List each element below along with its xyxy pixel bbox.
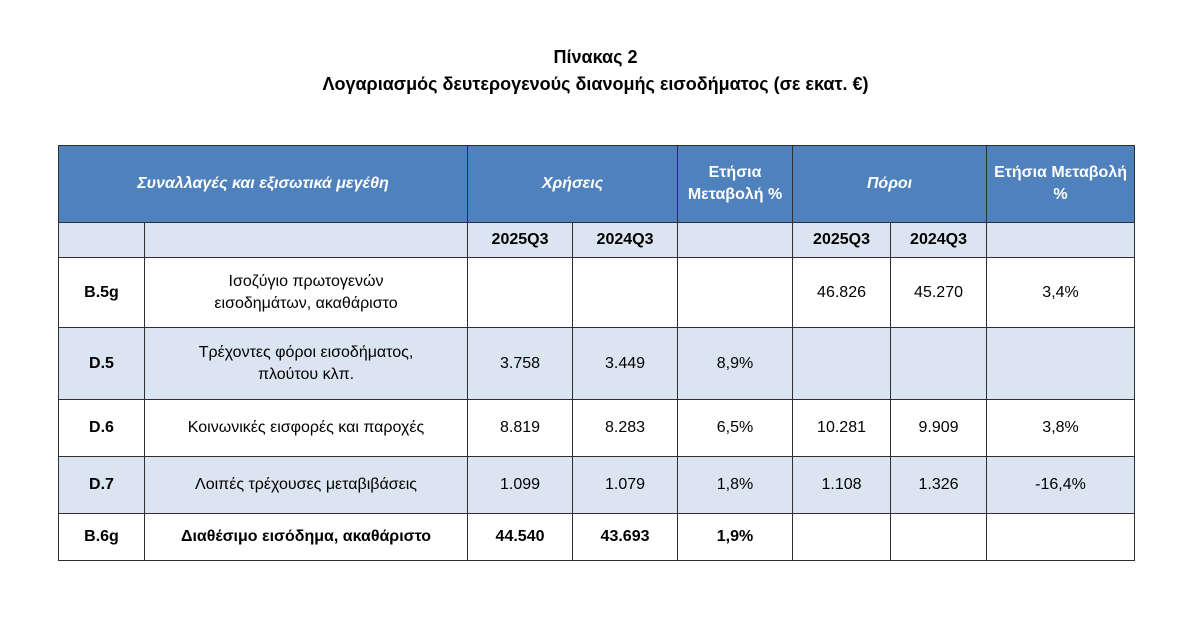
row-code: D.7 (59, 457, 145, 514)
uses-2024 (573, 258, 678, 328)
row-code: D.5 (59, 328, 145, 400)
income-account-table (58, 145, 1135, 561)
row-label: Λοιπές τρέχουσες μεταβιβάσεις (145, 457, 468, 514)
uses-change: 1,8% (678, 457, 793, 514)
resources-2025 (793, 514, 891, 561)
period-resources-previous: 2024Q3 (891, 223, 987, 258)
uses-2025: 8.819 (468, 400, 573, 457)
uses-change: 1,9% (678, 514, 793, 561)
period-resources-current: 2025Q3 (793, 223, 891, 258)
table-row (59, 400, 1135, 457)
empty-cell (145, 223, 468, 258)
empty-cell (59, 223, 145, 258)
row-code: B.6g (59, 514, 145, 561)
table-row (59, 258, 1135, 328)
uses-change: 6,5% (678, 400, 793, 457)
header-transactions: Συναλλαγές και εξισωτικά μεγέθη (59, 146, 468, 223)
resources-change (987, 328, 1135, 400)
resources-2024: 9.909 (891, 400, 987, 457)
row-label: Διαθέσιμο εισόδημα, ακαθάριστο (145, 514, 468, 561)
resources-change (987, 514, 1135, 561)
resources-2025 (793, 328, 891, 400)
uses-2024: 1.079 (573, 457, 678, 514)
row-label: Ισοζύγιο πρωτογενών εισοδημάτων, ακαθάριστο (145, 258, 468, 328)
row-code: D.6 (59, 400, 145, 457)
uses-change: 8,9% (678, 328, 793, 400)
table-title: Λογαριασμός δευτερογενούς διανομής εισοδήματος (σε εκατ. €) (322, 74, 869, 94)
resources-2025: 10.281 (793, 400, 891, 457)
resources-change: -16,4% (987, 457, 1135, 514)
uses-2024: 8.283 (573, 400, 678, 457)
resources-change: 3,8% (987, 400, 1135, 457)
header-resources: Πόροι (793, 146, 987, 223)
uses-2025 (468, 258, 573, 328)
uses-2024: 43.693 (573, 514, 678, 561)
resources-2025: 1.108 (793, 457, 891, 514)
row-code: B.5g (59, 258, 145, 328)
header-annual-change-resources: Ετήσια Μεταβολή % (987, 146, 1135, 223)
resources-2024: 45.270 (891, 258, 987, 328)
uses-2024: 3.449 (573, 328, 678, 400)
empty-cell (987, 223, 1135, 258)
period-uses-current: 2025Q3 (468, 223, 573, 258)
resources-2024 (891, 328, 987, 400)
table-caption: Πίνακας 2 (553, 47, 638, 67)
table-row (59, 514, 1135, 561)
empty-cell (678, 223, 793, 258)
table-row (59, 328, 1135, 400)
row-label: Τρέχοντες φόροι εισοδήματος, πλούτου κλπ. (145, 328, 468, 400)
resources-2025: 46.826 (793, 258, 891, 328)
table-row (59, 457, 1135, 514)
period-row (59, 223, 1135, 258)
header-annual-change-uses: Ετήσια Μεταβολή % (678, 146, 793, 223)
header-uses: Χρήσεις (468, 146, 678, 223)
resources-change: 3,4% (987, 258, 1135, 328)
uses-2025: 1.099 (468, 457, 573, 514)
uses-2025: 3.758 (468, 328, 573, 400)
resources-2024 (891, 514, 987, 561)
row-label: Κοινωνικές εισφορές και παροχές (145, 400, 468, 457)
uses-2025: 44.540 (468, 514, 573, 561)
period-uses-previous: 2024Q3 (573, 223, 678, 258)
resources-2024: 1.326 (891, 457, 987, 514)
uses-change (678, 258, 793, 328)
header-row (59, 146, 1135, 223)
